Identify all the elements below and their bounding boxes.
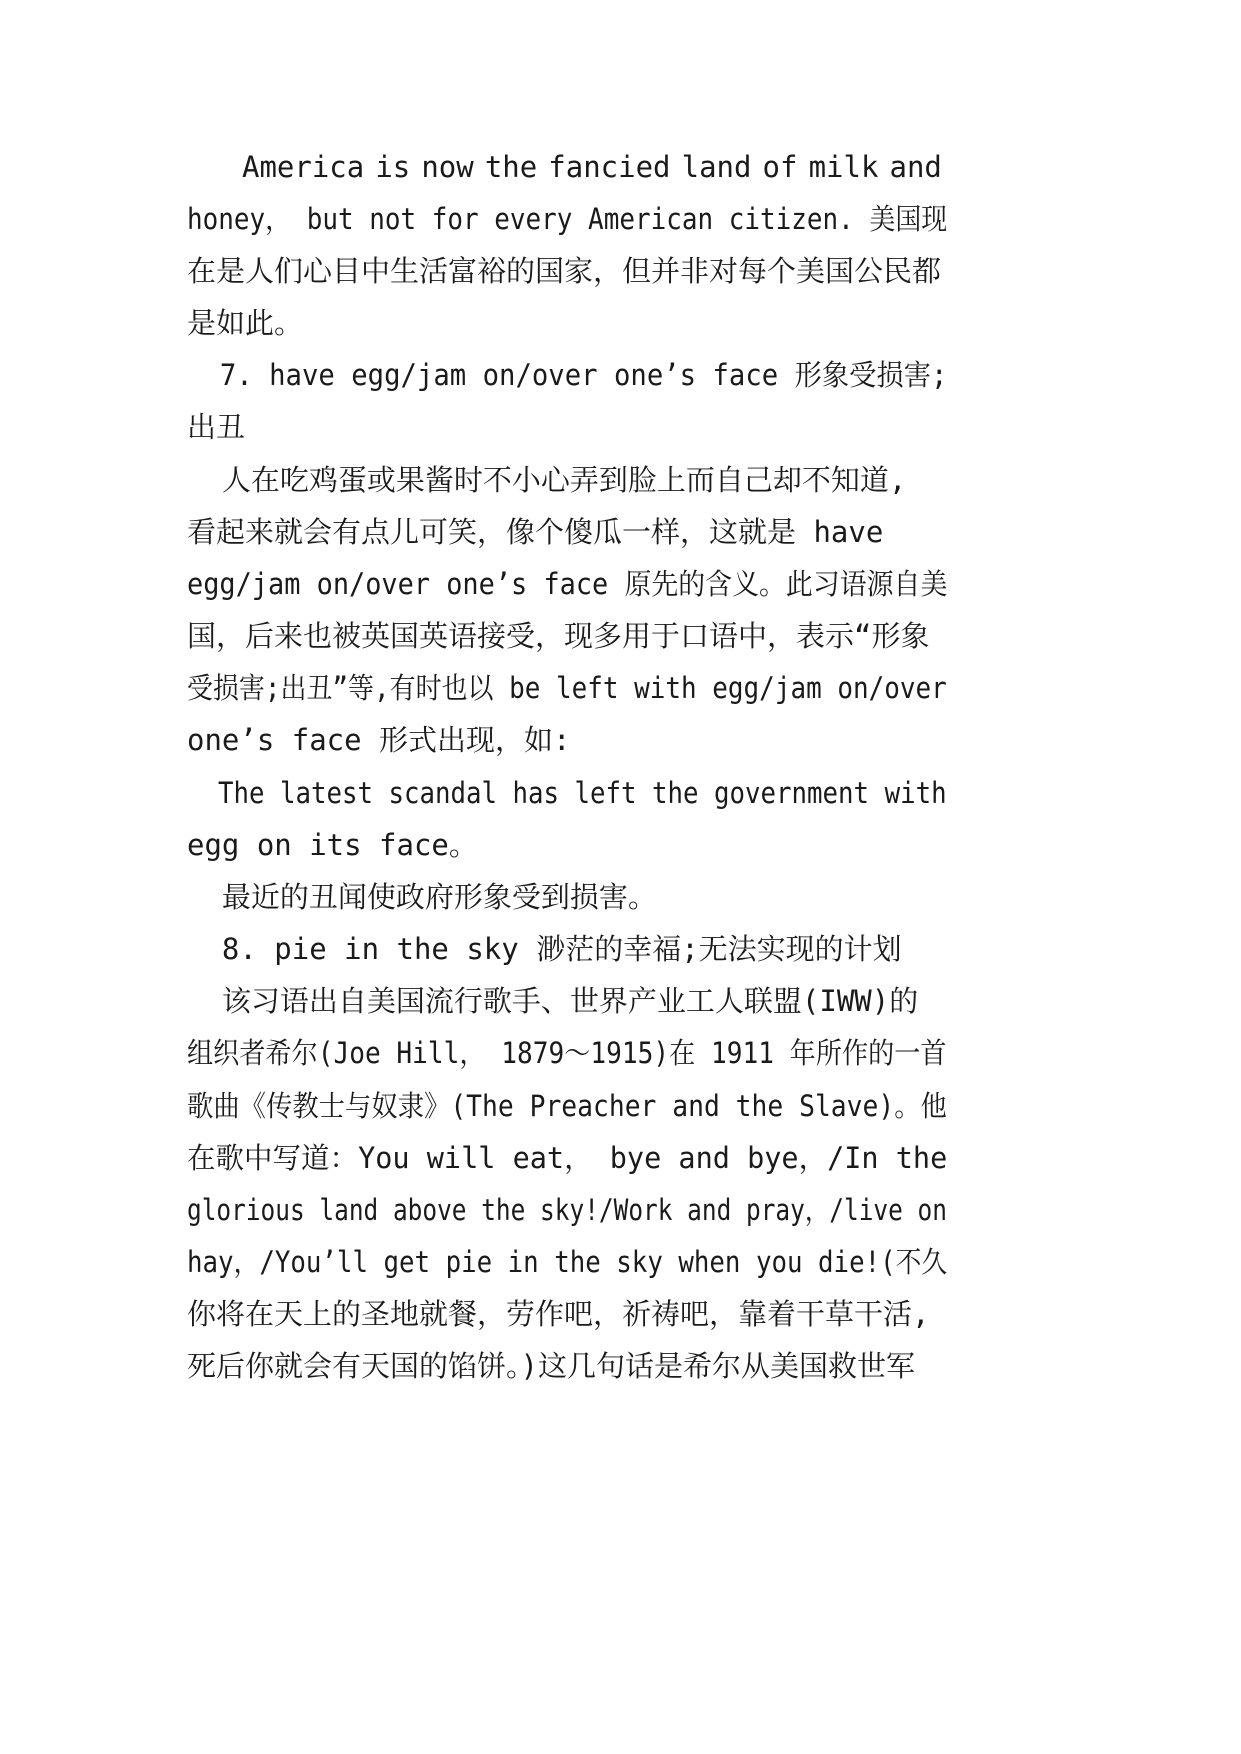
example-sentence: The latest scandal has left the government with [187,776,947,810]
text-line: 组织者希尔(Joe Hill， 1879～1915)在 1911 年所作的一首 [187,1036,947,1070]
word: of [762,150,798,184]
text-line: 在是人们心目中生活富裕的国家，但并非对每个美国公民都 [187,254,942,288]
text-line: glorious land above the sky!/Work and pray，/live on [187,1193,947,1227]
word: milk [808,150,879,184]
section-heading-7: 7. have egg/jam on/over one’s face 形象受损害; [187,358,948,392]
text-line: 歌曲《传教士与奴隶》(The Preacher and the Slave)。他 [187,1089,947,1123]
text-line: egg/jam on/over one’s face 原先的含义。此习语源自美 [187,567,948,601]
text-line: 出丑 [187,410,246,444]
text-line: honey， but not for every American citizen. 美国现 [187,202,948,236]
word: land [681,150,752,184]
example-translation: 最近的丑闻使政府形象受到损害。 [187,880,657,914]
text-line: one’s face 形式出现，如: [187,723,571,757]
text-line [242,147,942,187]
word: fancied [548,150,671,184]
word: is [375,150,411,184]
word: the [484,150,538,184]
text-line: 是如此。 [187,306,304,340]
example-sentence: egg on its face。 [187,828,478,862]
text-line: 在歌中写道：You will eat， bye and bye，/In the [187,1141,948,1175]
text-line: hay，/You’ll get pie in the sky when you die!(不久 [187,1245,948,1279]
text-line: 你将在天上的圣地就餐，劳作吧，祈祷吧，靠着干草干活, [187,1297,930,1331]
word: now [421,150,474,184]
text-line: 看起来就会有点儿可笑，像个傻瓜一样，这就是 have [187,515,884,549]
text-line: 国，后来也被英国英语接受，现多用于口语中，表示“形象 [187,619,930,653]
text-line: 死后你就会有天国的馅饼。)这几句话是希尔从美国救世军 [187,1349,915,1383]
text-line: 人在吃鸡蛋或果酱时不小心弄到脸上而自己却不知道, [187,463,907,497]
word: America [242,150,365,184]
text-line: 受损害;出丑”等,有时也以 be left with egg/jam on/over [187,671,947,705]
text-line: 该习语出自美国流行歌手、世界产业工人联盟(IWW)的 [187,984,919,1018]
word: and [889,150,942,184]
section-heading-8: 8. pie in the sky 渺茫的幸福;无法实现的计划 [187,932,902,966]
